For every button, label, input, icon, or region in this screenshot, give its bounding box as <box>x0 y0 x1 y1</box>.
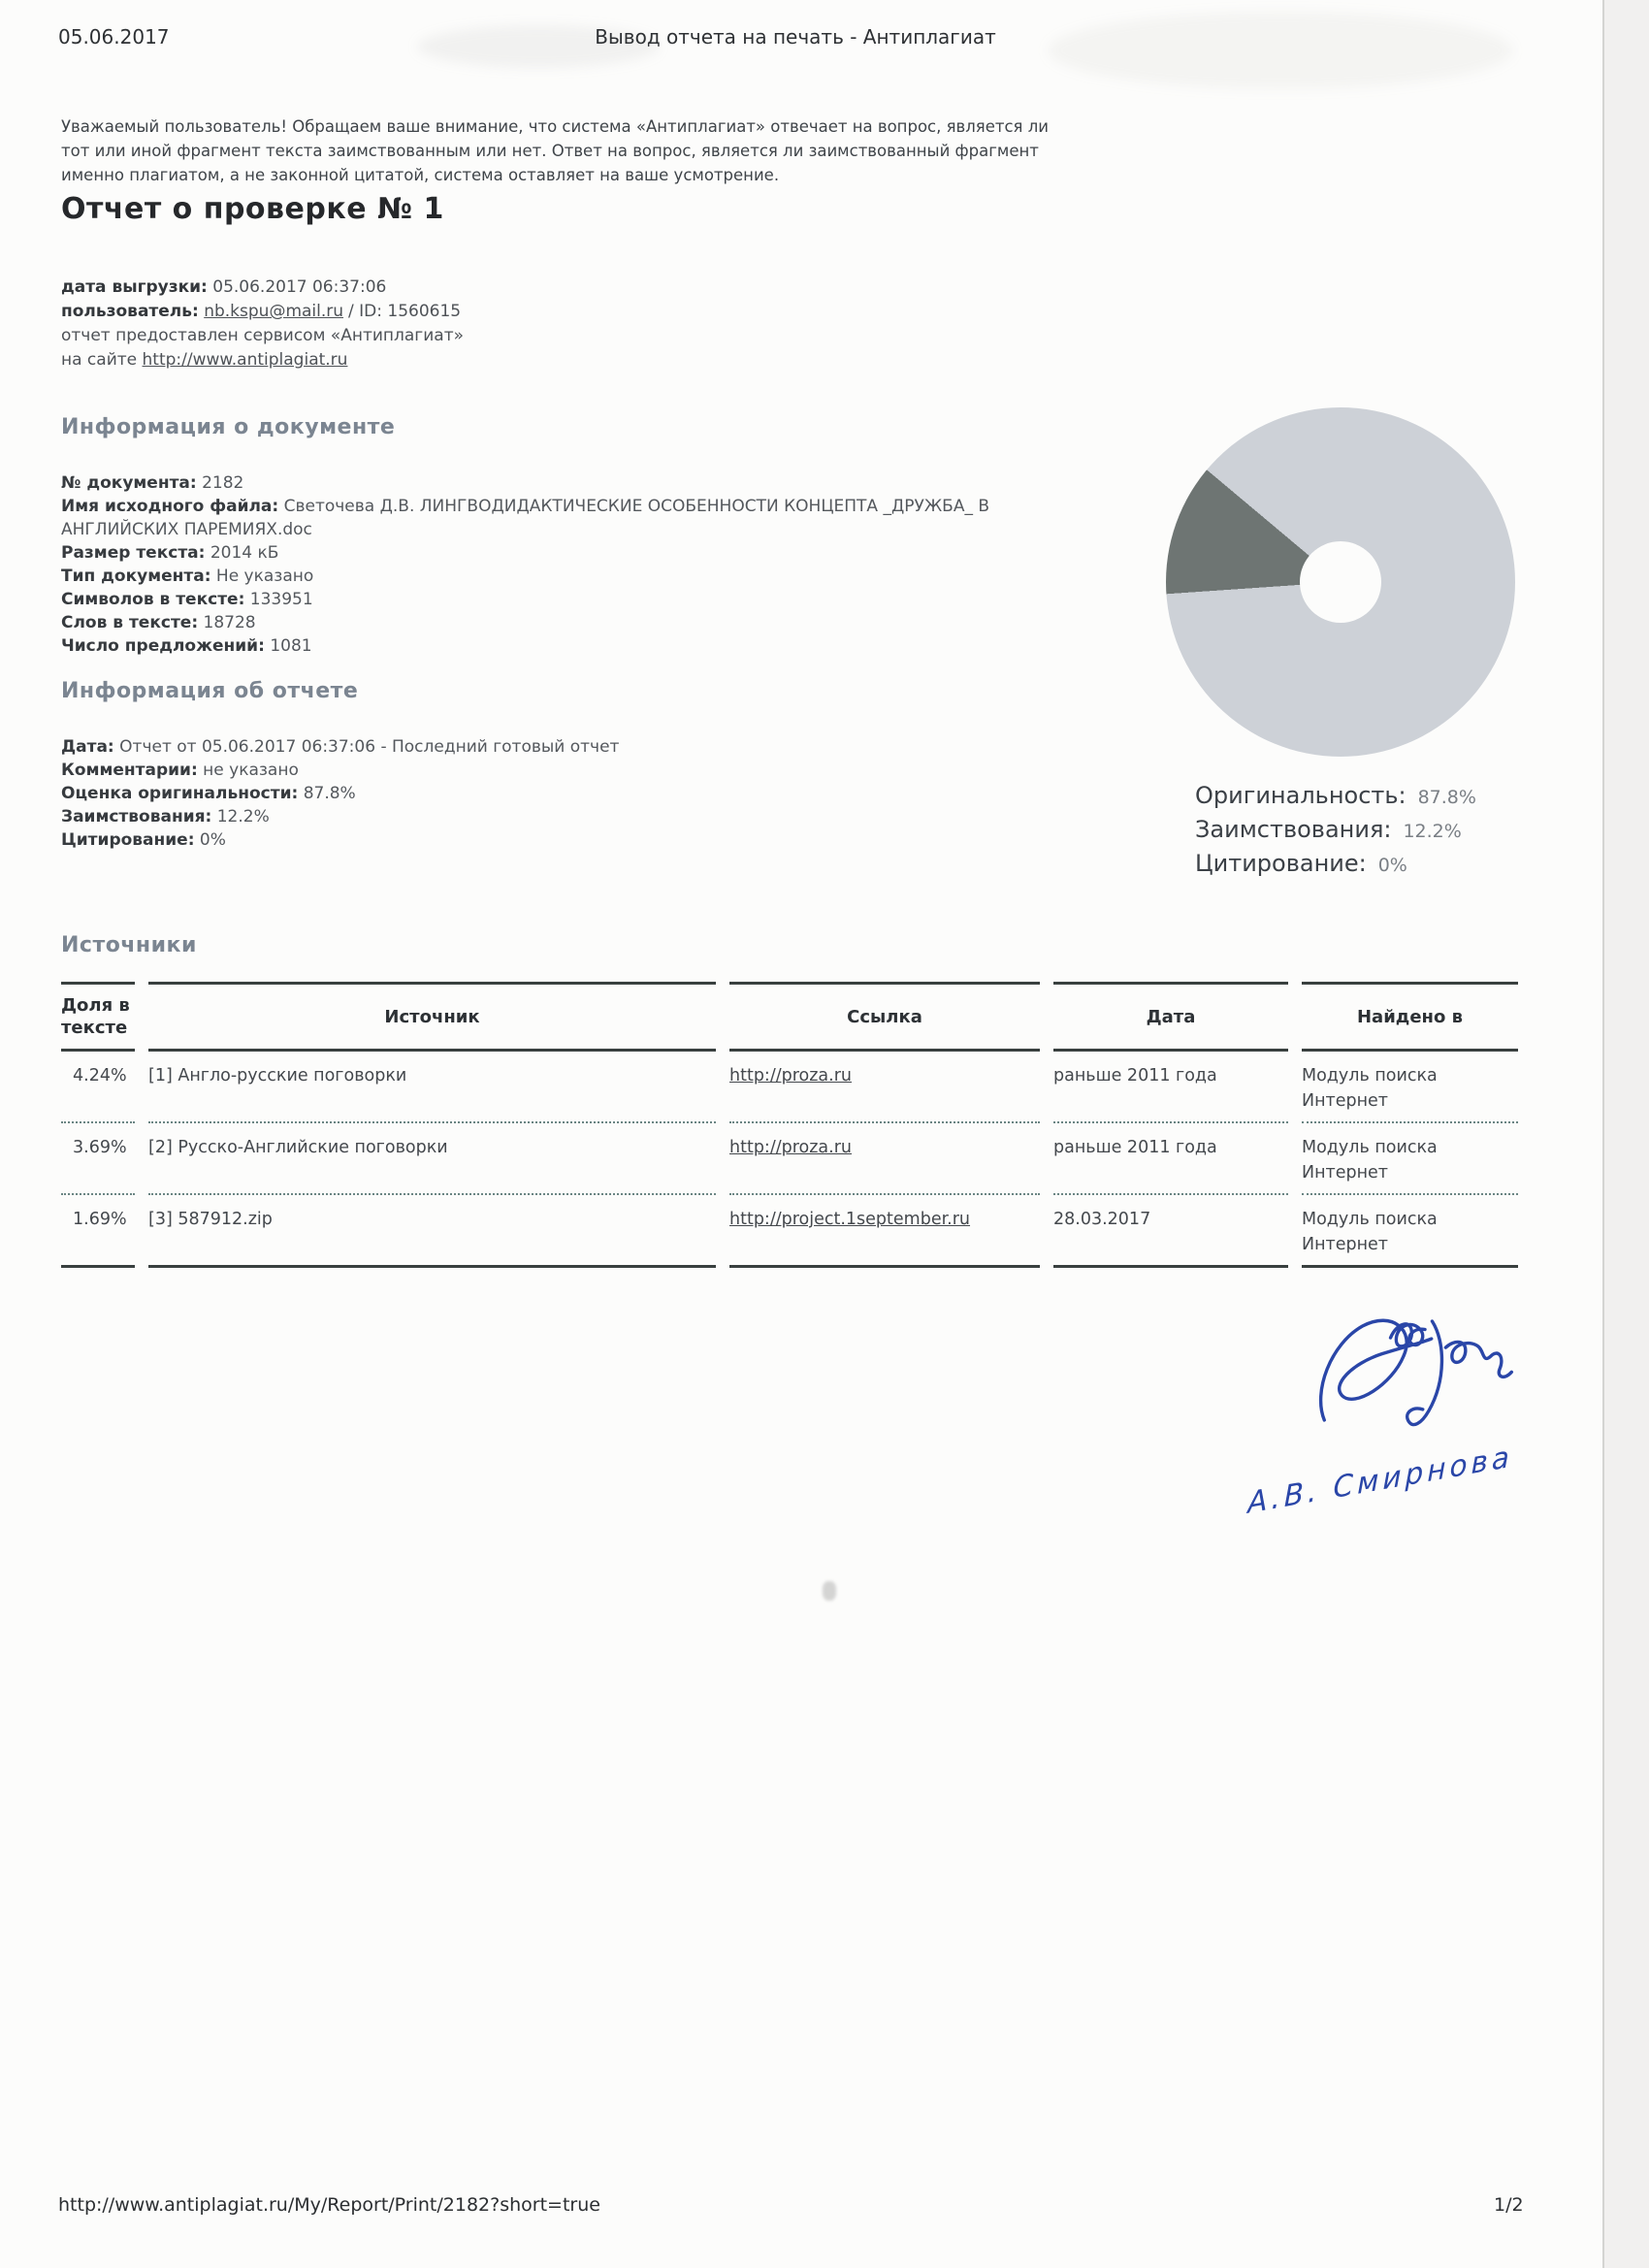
source-share: 3.69% <box>61 1123 135 1195</box>
doc-info-value: 2182 <box>202 473 244 493</box>
report-info-block <box>61 735 1109 852</box>
scan-smudge <box>1048 12 1513 89</box>
source-row <box>61 1123 1518 1195</box>
legend-value: 87.8% <box>1417 787 1476 808</box>
meta-upload-line <box>61 275 464 300</box>
scan-smudge <box>823 1581 836 1601</box>
signature-flourish <box>1301 1293 1544 1464</box>
signature-name: А.В. Смирнова <box>1247 1440 1513 1521</box>
source-found-in: Модуль поиска Интернет <box>1302 1123 1518 1195</box>
legend-row-originality <box>1195 782 1476 816</box>
doc-info-value: 133951 <box>249 590 313 609</box>
doc-info-label: Имя исходного файла: <box>61 497 279 516</box>
source-title: [1] Англо-русские поговорки <box>148 1052 716 1123</box>
meta-site-prefix: на сайте <box>61 350 138 370</box>
source-link[interactable]: http://project.1september.ru <box>729 1210 971 1229</box>
col-header-link: Ссылка <box>729 982 1040 1052</box>
report-info-label: Оценка оригинальности: <box>61 784 299 803</box>
col-header-source: Источник <box>148 982 716 1052</box>
print-header-date: 05.06.2017 <box>58 25 170 49</box>
col-header-found: Найдено в <box>1302 982 1518 1052</box>
print-header-title: Вывод отчета на печать - Антиплагиат <box>595 25 996 49</box>
report-info-value: 0% <box>199 830 226 850</box>
scan-edge-shadow <box>1604 0 1649 2268</box>
report-info-row <box>61 805 1109 828</box>
source-link-cell <box>729 1052 1040 1123</box>
source-found-in: Модуль поиска Интернет <box>1302 1052 1518 1123</box>
doc-info-label: Число предложений: <box>61 636 265 656</box>
legend-value: 0% <box>1377 855 1407 876</box>
doc-info-value: Светочева Д.В. ЛИНГВОДИДАКТИЧЕСКИЕ ОСОБЕННОСТИ КОНЦЕПТА _ДРУЖБА_ В АНГЛИЙСКИХ ПАРЕМИЯХ.doc <box>61 497 990 539</box>
print-footer-page-number: 1/2 <box>1494 2194 1524 2216</box>
doc-info-row <box>61 588 1109 611</box>
source-found-in: Модуль поиска Интернет <box>1302 1195 1518 1268</box>
doc-info-row <box>61 541 1109 565</box>
sources-heading: Источники <box>61 933 197 957</box>
report-info-row <box>61 828 1109 852</box>
handwritten-signature <box>1233 1286 1637 1565</box>
source-share: 4.24% <box>61 1052 135 1123</box>
source-link[interactable]: http://proza.ru <box>729 1138 852 1157</box>
source-row <box>61 1195 1518 1268</box>
doc-info-label: Символов в тексте: <box>61 590 245 609</box>
source-link-cell <box>729 1195 1040 1268</box>
pie-chart-hole <box>1300 541 1381 623</box>
legend-label: Цитирование: <box>1195 850 1367 877</box>
legend-value: 12.2% <box>1403 821 1462 842</box>
col-header-share: Доля в тексте <box>61 982 135 1052</box>
doc-info-row <box>61 565 1109 588</box>
source-date: раньше 2011 года <box>1053 1123 1288 1195</box>
meta-user-label: пользователь: <box>61 302 199 321</box>
legend-row-borrowed <box>1195 816 1476 850</box>
report-info-label: Цитирование: <box>61 830 195 850</box>
pie-legend <box>1195 782 1476 884</box>
scan-edge-line <box>1602 0 1604 2268</box>
report-info-value: не указано <box>203 761 299 780</box>
report-info-value: Отчет от 05.06.2017 06:37:06 - Последний готовый отчет <box>119 737 620 757</box>
report-info-label: Дата: <box>61 737 114 757</box>
doc-info-row <box>61 471 1109 495</box>
doc-info-label: № документа: <box>61 473 197 493</box>
meta-user-id: / ID: 1560615 <box>348 302 462 321</box>
doc-info-row <box>61 634 1109 658</box>
antiplagiat-site-link[interactable]: http://www.antiplagiat.ru <box>142 350 348 370</box>
report-info-row <box>61 735 1109 759</box>
notice-paragraph: Уважаемый пользователь! Обращаем ваше внимание, что система «Антиплагиат» отвечает на вопрос, является ли тот или иной фрагмент текста заимствованным или нет. Ответ на вопрос, является ли заимствованный фрагмент именно плагиатом, а не законной цитатой, система оставляет на ваше усмотрение. <box>61 117 1049 184</box>
doc-info-heading: Информация о документе <box>61 415 396 439</box>
source-date: раньше 2011 года <box>1053 1052 1288 1123</box>
print-footer-url: http://www.antiplagiat.ru/My/Report/Print/2182?short=true <box>58 2194 600 2216</box>
doc-info-value: 2014 кБ <box>210 543 279 563</box>
source-title: [3] 587912.zip <box>148 1195 716 1268</box>
meta-user-line <box>61 300 464 324</box>
report-info-value: 12.2% <box>216 807 270 826</box>
meta-site-line <box>61 348 464 373</box>
legend-label: Оригинальность: <box>1195 782 1406 809</box>
col-header-date: Дата <box>1053 982 1288 1052</box>
report-title: Отчет о проверке № 1 <box>61 192 444 226</box>
report-info-row <box>61 759 1109 782</box>
doc-info-block <box>61 471 1109 658</box>
source-link[interactable]: http://proza.ru <box>729 1066 852 1085</box>
report-info-heading: Информация об отчете <box>61 679 359 703</box>
source-date: 28.03.2017 <box>1053 1195 1288 1268</box>
legend-label: Заимствования: <box>1195 816 1392 843</box>
doc-info-row <box>61 611 1109 634</box>
doc-info-value: Не указано <box>215 567 314 586</box>
source-share: 1.69% <box>61 1195 135 1268</box>
meta-upload-value: 05.06.2017 06:37:06 <box>212 277 387 297</box>
meta-upload-label: дата выгрузки: <box>61 277 208 297</box>
doc-info-value: 1081 <box>270 636 312 656</box>
doc-info-label: Тип документа: <box>61 567 211 586</box>
sources-header-row <box>61 982 1518 1052</box>
doc-info-label: Размер текста: <box>61 543 206 563</box>
meta-service-line: отчет предоставлен сервисом «Антиплагиат» <box>61 326 464 345</box>
report-info-row <box>61 782 1109 805</box>
sources-table <box>48 982 1532 1268</box>
user-email-link[interactable]: nb.kspu@mail.ru <box>204 302 344 321</box>
report-info-label: Заимствования: <box>61 807 212 826</box>
doc-info-value: 18728 <box>203 613 256 632</box>
source-title: [2] Русско-Английские поговорки <box>148 1123 716 1195</box>
report-info-label: Комментарии: <box>61 761 198 780</box>
report-meta <box>61 275 464 373</box>
doc-info-label: Слов в тексте: <box>61 613 199 632</box>
report-info-value: 87.8% <box>303 784 356 803</box>
legend-row-citation <box>1195 850 1476 884</box>
source-link-cell <box>729 1123 1040 1195</box>
source-row <box>61 1052 1518 1123</box>
doc-info-row <box>61 495 1109 541</box>
